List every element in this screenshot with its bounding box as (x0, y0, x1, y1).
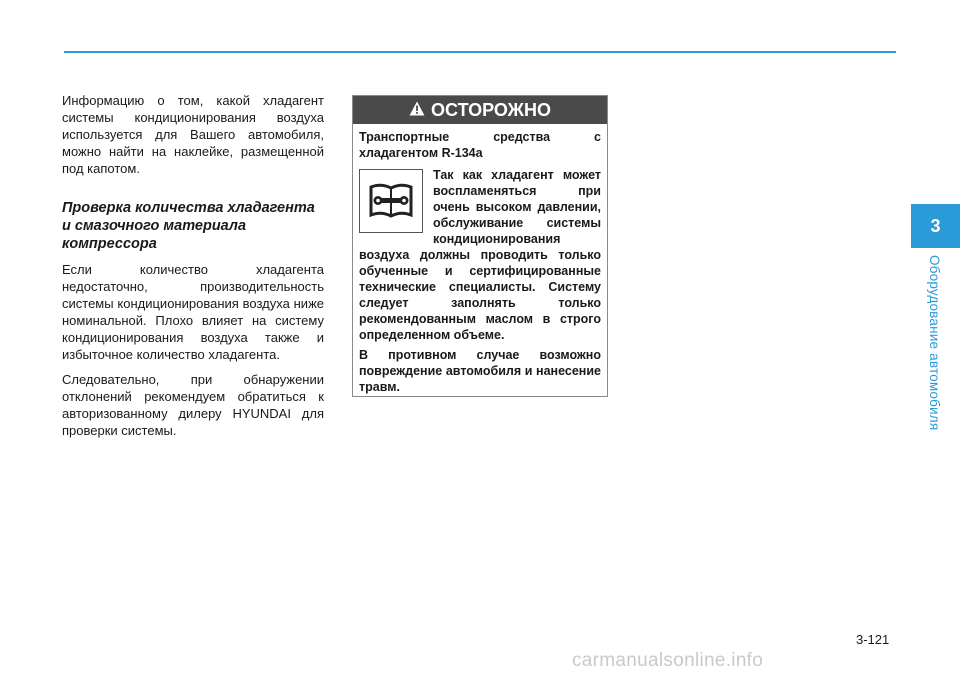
warning-box (352, 95, 608, 397)
warning-triangle-icon (409, 100, 425, 121)
page-number: 3-121 (856, 632, 890, 647)
warning-header (353, 96, 607, 124)
warning-title: ОСТОРОЖНО (431, 99, 551, 120)
chapter-number: 3 (930, 215, 941, 236)
warning-text-1: Так как хладагент может воспламеняться при очень высоком давлении, обслуживание системы кондиционирования воздуха должны проводить только обученные и сертифицированные технические специалисты. Систему следует заполнять только рекомендованным маслом в строго определенном объеме. (359, 168, 601, 342)
chapter-tab (911, 204, 960, 248)
warning-subtitle: Транспортные средства с хладагентом R-134a (359, 130, 601, 160)
watermark: carmanualsonline.info (572, 650, 764, 671)
service-manual-icon (359, 169, 423, 233)
top-rule (64, 51, 896, 53)
intro-paragraph: Информацию о том, какой хладагент системы кондиционирования воздуха используется для Вашего автомобиля, можно найти на наклейке, размещенной под капотом. (62, 93, 324, 176)
chapter-title: Оборудование автомобиля (927, 255, 942, 431)
left-column (62, 92, 324, 447)
body-paragraph-2: Следовательно, при обнаружении отклонений рекомендуем обратиться к авторизованному дилеру HYUNDAI для проверки системы. (62, 372, 324, 438)
warning-text-2: В противном случае возможно повреждение автомобиля и нанесение травм. (359, 348, 601, 394)
section-heading: Проверка количества хладагента и смазочного материала компрессора (62, 200, 315, 252)
body-paragraph-1: Если количество хладагента недостаточно, производительность системы кондиционирования воздуха ниже номинальной. Плохо влияет на систему кондиционирования воздуха также и избыточное количество хладагента. (62, 262, 324, 362)
warning-body (353, 124, 607, 395)
